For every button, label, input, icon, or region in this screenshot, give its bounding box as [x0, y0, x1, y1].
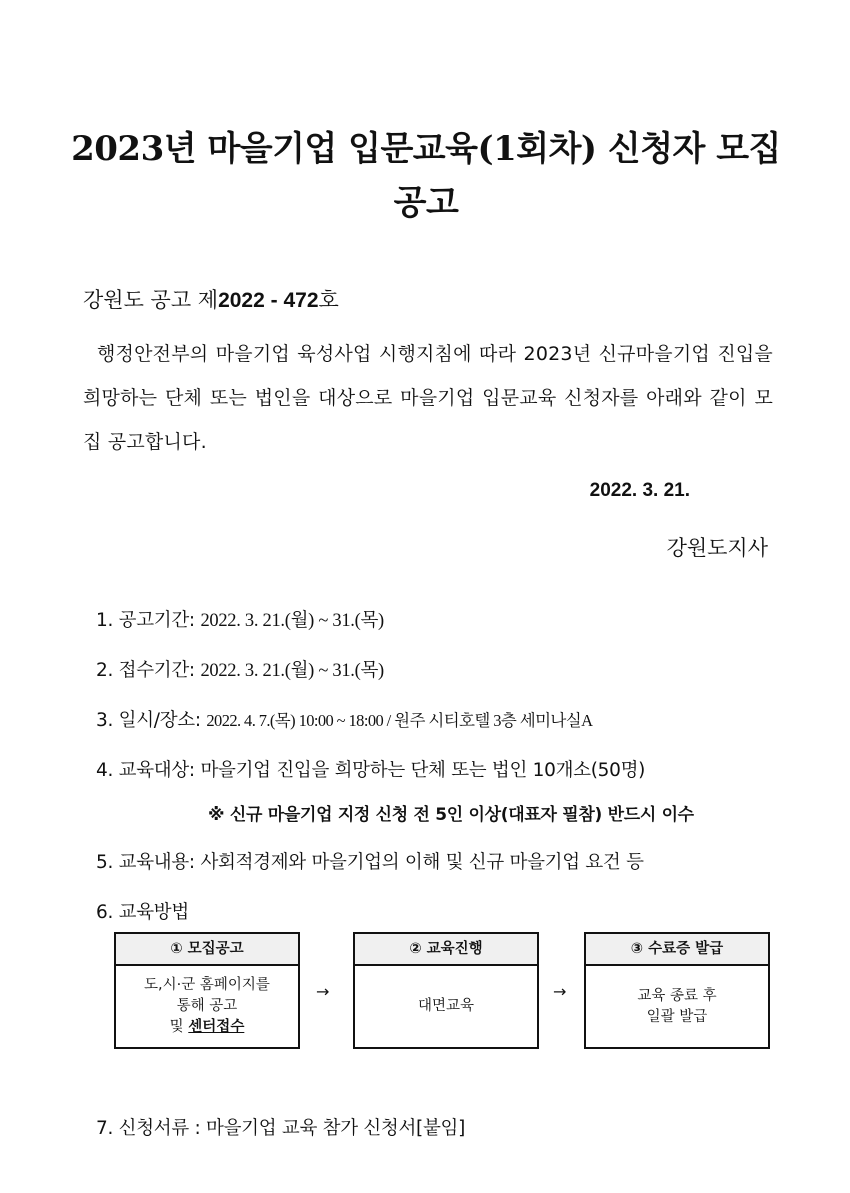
flow-step-body [586, 966, 768, 1047]
flow-step-education [353, 932, 539, 1049]
list-item-content [96, 848, 644, 874]
flow-step-header: ① 모집공고 [116, 934, 298, 966]
page-title: 2023년 마을기업 입문교육(1회차) 신청자 모집 공고 [71, 129, 781, 223]
list-item-documents [96, 1114, 465, 1140]
flow-arrow: → [553, 982, 567, 1001]
flow-step-underlined: 센터접수 [188, 1019, 245, 1035]
item-value: 2022. 3. 21.(월) ~ 31.(목) [200, 611, 384, 631]
flow-step-line: 교육 종료 후 [637, 987, 717, 1004]
notice-number-suffix: 호 [318, 288, 339, 312]
notice-number [83, 284, 339, 314]
item-value: 마을기업 교육 참가 신청서[붙임] [206, 1118, 466, 1139]
item-label: 1. 공고기간: [96, 610, 195, 631]
flow-step-recruit [114, 932, 300, 1049]
flow-step-prefix: 및 [169, 1019, 189, 1035]
flow-step-line: 도,시·군 홈페이지를 [144, 977, 270, 993]
item-label: 2. 접수기간: [96, 660, 195, 681]
requirement-note: ※ 신규 마을기업 지정 신청 전 5인 이상(대표자 필참) 반드시 이수 [208, 805, 694, 825]
flow-step-body [116, 966, 298, 1047]
notice-number-value: 2022 - 472 [218, 289, 319, 312]
signer: 강원도지사 [666, 536, 768, 560]
intro-paragraph: 행정안전부의 마을기업 육성사업 시행지침에 따라 2023년 신규마을기업 진입을 희망하는 단체 또는 법인을 대상으로 마을기업 입문교육 신청자를 아래와 같이 모집 공고합니다. [83, 343, 773, 453]
flow-step-line: 통해 공고 [176, 998, 238, 1014]
flow-step-header: ③ 수료증 발급 [586, 934, 768, 966]
item-value: 2022. 4. 7.(목) 10:00 ~ 18:00 / 원주 시티호텔 3층 세미나실A [206, 711, 593, 730]
flow-step-header: ② 교육진행 [355, 934, 537, 966]
list-item-period [96, 606, 384, 632]
list-item-target [96, 756, 645, 782]
flow-step-line [170, 1017, 245, 1038]
notice-number-prefix: 강원도 공고 제 [83, 288, 219, 312]
item-label: 6. 교육방법 [96, 902, 189, 923]
flow-step-line: 일괄 발급 [646, 1008, 708, 1025]
item-label: 3. 일시/장소: [96, 710, 201, 731]
item-value: 사회적경제와 마을기업의 이해 및 신규 마을기업 요건 등 [200, 852, 644, 873]
notice-date: 2022. 3. 21. [589, 480, 690, 501]
item-label: 7. 신청서류 : [96, 1118, 201, 1139]
flow-step-line: 대면교육 [417, 998, 475, 1014]
item-value: 2022. 3. 21.(월) ~ 31.(목) [200, 661, 384, 681]
item-value: 마을기업 진입을 희망하는 단체 또는 법인 10개소(50명) [200, 760, 646, 781]
item-label: 5. 교육내용: [96, 852, 195, 873]
list-item-schedule [96, 706, 592, 732]
item-label: 4. 교육대상: [96, 760, 195, 781]
flow-arrow: → [316, 982, 330, 1001]
list-item-method [96, 898, 189, 924]
flow-step-body [355, 966, 537, 1047]
flow-step-certificate [584, 932, 770, 1049]
list-item-reception [96, 656, 384, 682]
